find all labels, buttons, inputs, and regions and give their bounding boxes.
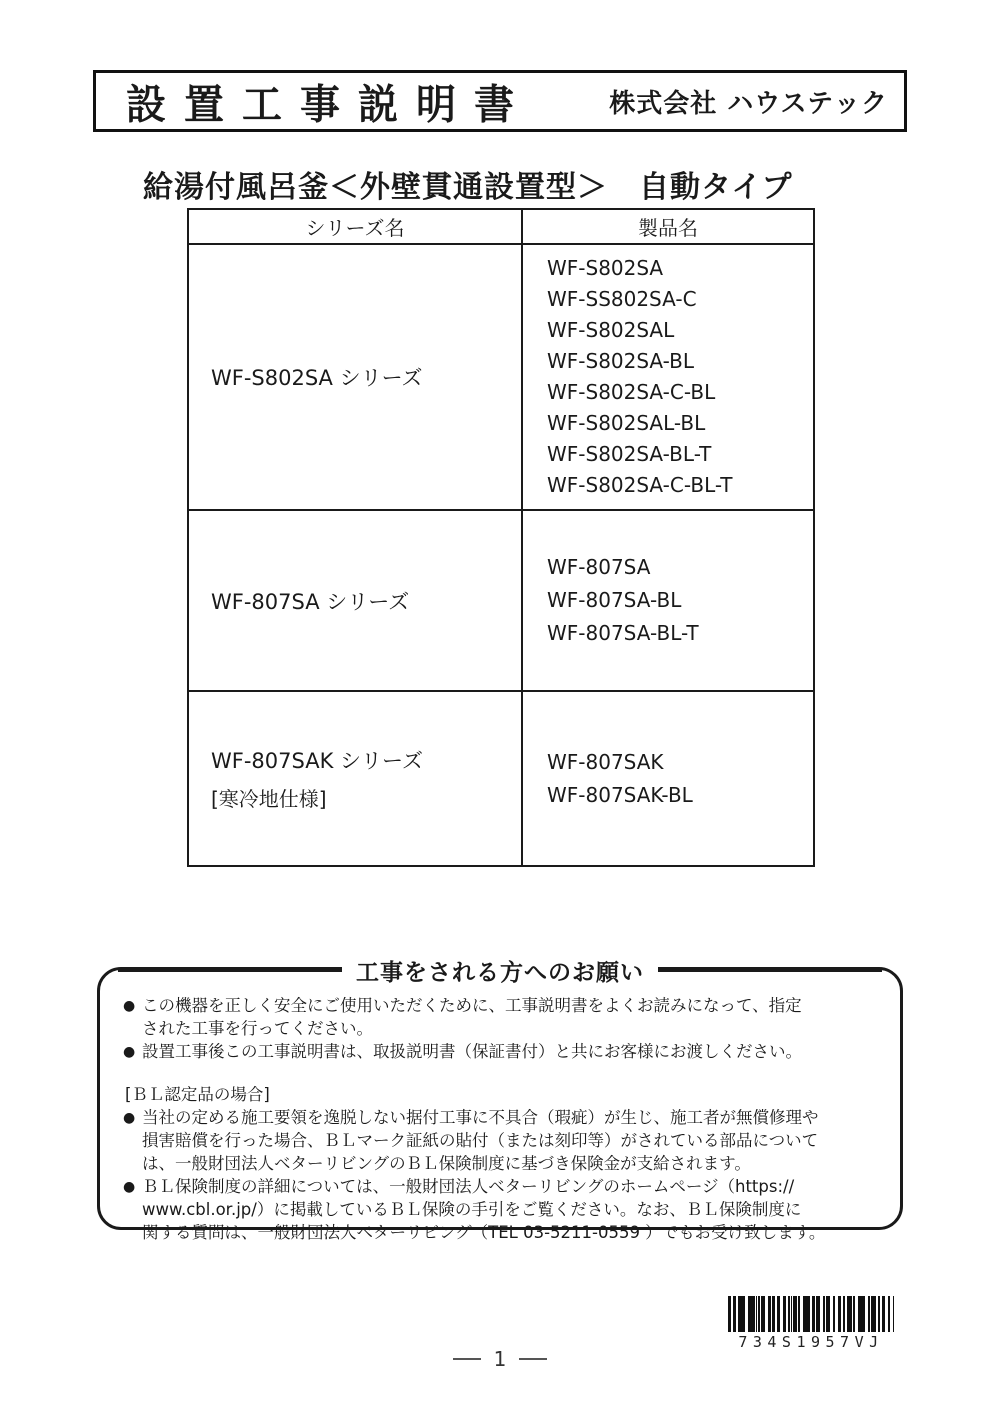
- table-row: [188, 510, 814, 691]
- notice-body: [100, 970, 900, 1244]
- notice-box-legend: [118, 953, 882, 987]
- barcode-bars-image: [728, 1296, 894, 1332]
- series-cell: [188, 244, 522, 510]
- series-cell: [188, 510, 522, 691]
- installer-notice-box: [97, 959, 903, 1242]
- product-name: WF-807SA-BL-T: [547, 621, 699, 645]
- table-header-row: [188, 209, 814, 244]
- product-name: WF-807SA: [547, 555, 651, 579]
- product-name: WF-S802SA-BL-T: [547, 442, 712, 466]
- product-name: WF-S802SA-BL: [547, 349, 695, 373]
- product-name: WF-S802SA: [547, 256, 664, 280]
- legend-rule-right: [658, 968, 882, 972]
- notice-line: された工事を行ってください。: [142, 1019, 373, 1038]
- notice-line: 損害賠償を行った場合、ＢＬマーク証紙の貼付（または刻印等）がされている部品について: [142, 1131, 819, 1150]
- notice-box-title: 工事をされる方へのお願い: [342, 954, 658, 987]
- products-cell: [522, 510, 814, 691]
- barcode: [728, 1296, 894, 1351]
- product-table: [187, 208, 815, 867]
- table-row: [188, 691, 814, 866]
- series-name: WF-807SA シリーズ: [211, 589, 410, 614]
- notice-line: ● ＢＬ保険制度の詳細については、一般財団法人ベターリビングのホームページ（https://: [125, 1175, 880, 1198]
- series-note: [寒冷地仕様]: [211, 787, 327, 811]
- notice-line: ● 設置工事後この工事説明書は、取扱説明書（保証書付）と共にお客様にお渡しください。: [125, 1040, 880, 1063]
- product-name: WF-S802SA-C-BL-T: [547, 473, 733, 497]
- products-cell: [522, 691, 814, 866]
- product-category-subtitle: 給湯付風呂釜＜外壁貫通設置型＞ 自動タイプ: [143, 170, 793, 205]
- document-title: 設置工事説明書: [126, 81, 532, 129]
- product-name: WF-S802SA-C-BL: [547, 380, 716, 404]
- product-name: WF-807SA-BL: [547, 588, 682, 612]
- notice-line: は、一般財団法人ベターリビングのＢＬ保険制度に基づき保険金が支給されます。: [142, 1154, 751, 1173]
- series-name: WF-S802SA シリーズ: [211, 366, 423, 390]
- column-header-product: 製品名: [522, 209, 814, 244]
- notice-line: [ＢＬ認定品の場合]: [125, 1085, 270, 1104]
- product-name: WF-SS802SA-C: [547, 287, 697, 311]
- product-name: WF-S802SAL: [547, 318, 675, 342]
- product-name: WF-807SAK-BL: [547, 782, 693, 807]
- footer-dash-left: [453, 1358, 481, 1360]
- product-name: WF-S802SAL-BL: [547, 411, 706, 435]
- series-cell: [188, 691, 522, 866]
- legend-rule-left: [118, 968, 342, 972]
- page-footer: [0, 1348, 1000, 1370]
- notice-line: ● この機器を正しく安全にご使用いただくために、工事説明書をよくお読みになって、指定: [125, 994, 880, 1017]
- company-name: 株式会社 ハウステック: [609, 88, 888, 119]
- column-header-series: シリーズ名: [188, 209, 522, 244]
- product-name: WF-807SAK: [547, 749, 664, 774]
- page-number: 1: [493, 1347, 507, 1371]
- table-row: [188, 244, 814, 510]
- footer-dash-right: [519, 1358, 547, 1360]
- notice-line: ● 当社の定める施工要領を逸脱しない据付工事に不具合（瑕疵）が生じ、施工者が無償修理や: [125, 1106, 880, 1129]
- notice-line: 関する質問は、一般財団法人ベターリビング（TEL 03-5211-0559 ）でもお受け致します。: [142, 1223, 826, 1242]
- barcode-number: 734S1957VJ: [738, 1333, 884, 1351]
- header-banner: [93, 70, 907, 132]
- notice-line: www.cbl.or.jp/）に掲載しているＢＬ保険の手引をご覧ください。なお、ＢＬ保険制度に: [142, 1200, 802, 1219]
- products-cell: [522, 244, 814, 510]
- series-name: WF-807SAK シリーズ: [211, 749, 423, 773]
